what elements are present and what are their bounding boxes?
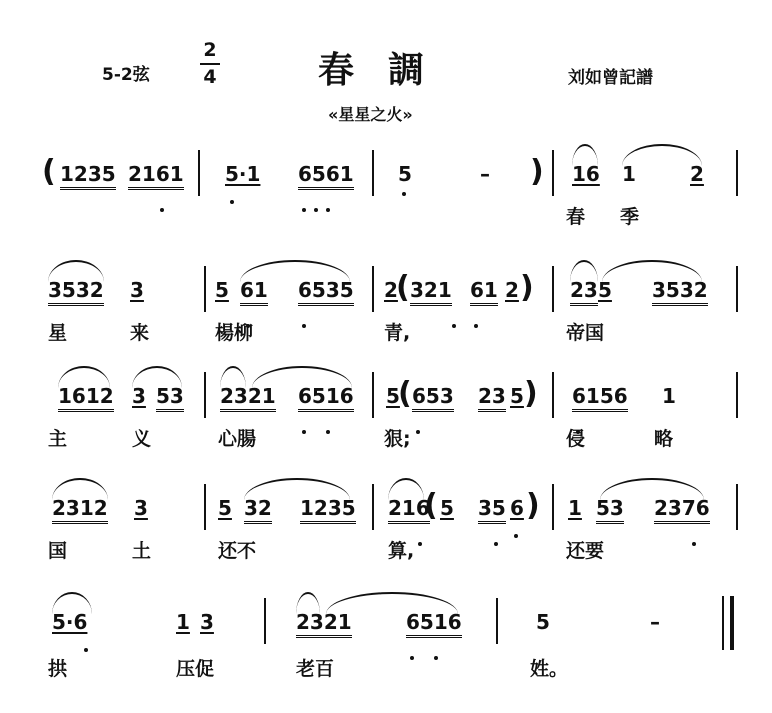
note: 1 [662,384,676,408]
final-barline [730,596,734,650]
note-group: 3532 [652,278,708,306]
note: 1 [622,162,636,186]
low-octave-dot [410,656,414,660]
barline [552,266,554,312]
low-octave-dot [474,324,478,328]
low-octave-dot [452,324,456,328]
low-octave-dot [302,324,306,328]
note-group: 6516 [298,384,354,412]
note-group: 1 [176,610,190,634]
lyric: 老百 [296,658,335,680]
lyric: 压促 [176,658,215,680]
note: 5 [218,496,232,520]
close-paren: ) [520,270,534,305]
note: 5 [510,384,524,408]
barline [372,372,374,418]
lyric: 季 [620,206,640,228]
lyric: 心腸 [218,428,257,450]
transcriber-credit: 刘如曾記譜 [568,68,653,88]
barline [736,150,738,196]
note-group: 16 [572,162,600,186]
time-signature-bottom: 4 [203,66,217,88]
lyric: 主 [48,428,68,450]
lyric: 还不 [218,540,257,562]
low-octave-dot [326,430,330,434]
barline [372,266,374,312]
note: 5 [386,384,400,408]
barline [736,372,738,418]
note: 5 [215,278,229,302]
note: 2 [690,162,704,186]
dash: – [480,162,490,186]
barline [204,484,206,530]
low-octave-dot [302,208,306,212]
lyric: 狠; [384,428,411,450]
note-group: 1612 [58,384,114,412]
note: 5 [598,278,612,302]
lyric: 义 [132,428,152,450]
barline [552,150,554,196]
note-group: 23 [478,384,506,412]
note-group: 2321 [220,384,276,412]
note: 6 [510,496,524,520]
barline [264,598,266,644]
note: 1 [568,496,582,520]
barline [722,596,724,650]
note: 3 [132,384,146,408]
barline [736,266,738,312]
low-octave-dot [160,208,164,212]
time-signature-divider [200,63,220,65]
note-group: 32 [244,496,272,524]
note: 5 [536,610,550,634]
lyric: 算, [388,540,415,562]
note-group: 2376 [654,496,710,524]
note-group: 6535 [298,278,354,306]
close-paren: ) [530,154,544,189]
lyric: 青, [384,322,411,344]
note-group: 2312 [52,496,108,524]
note-group: 321 [410,278,452,306]
lyric: 星 [48,322,68,344]
time-signature [200,40,220,88]
note-group: 53 [596,496,624,524]
lyric: 姓。 [530,658,569,680]
note: 5 [398,162,412,186]
barline [552,372,554,418]
lyric: 拱 [48,658,68,680]
note: 5 [440,496,454,520]
open-paren: ( [42,154,56,189]
score-row-4 [0,474,772,584]
score-row-3 [0,362,772,472]
note-group: 216 [388,496,430,524]
note-group: 61 [240,278,268,306]
low-octave-dot [514,534,518,538]
barline [736,484,738,530]
barline [204,266,206,312]
note: 3 [130,278,144,302]
note: 2 [384,278,398,302]
lyric: 国 [48,540,68,562]
note: 3 [200,610,214,634]
low-octave-dot [230,200,234,204]
low-octave-dot [416,430,420,434]
open-paren: ( [396,270,410,305]
low-octave-dot [84,648,88,652]
note-group: 35 [478,496,506,524]
low-octave-dot [418,542,422,546]
note: 2 [505,278,519,302]
note-group: 2321 [296,610,352,638]
open-paren: ( [398,376,412,411]
note-group: 2161 [128,162,184,190]
low-octave-dot [326,208,330,212]
low-octave-dot [494,542,498,546]
lyric: 侵 [566,428,586,450]
lyric: 略 [654,428,674,450]
source-title: «星星之火» [328,105,413,124]
low-octave-dot [314,208,318,212]
note-group: 5·6 [52,610,88,634]
lyric: 土 [132,540,152,562]
note-group: 53 [156,384,184,412]
barline [372,484,374,530]
lyric: 春 [566,206,586,228]
low-octave-dot [402,192,406,196]
barline [496,598,498,644]
barline [552,484,554,530]
close-paren: ) [524,376,538,411]
score-row-1 [0,140,772,250]
note-group: 1235 [60,162,116,190]
note-group: 61 [470,278,498,306]
barline [204,372,206,418]
dash: – [650,610,660,634]
barline [372,150,374,196]
lyric: 来 [130,322,150,344]
lyric: 帝国 [566,322,605,344]
low-octave-dot [692,542,696,546]
close-paren: ) [526,488,540,523]
low-octave-dot [302,430,306,434]
low-octave-dot [434,656,438,660]
note-group: 6516 [406,610,462,638]
note-group: 3532 [48,278,104,306]
note-group: 5·1 [225,162,261,186]
note-group: 6561 [298,162,354,190]
barline [198,150,200,196]
time-signature-top: 2 [203,39,217,61]
open-paren: ( [424,488,438,523]
key-signature: 5-2弦 [102,65,150,85]
score-title: 春調 [318,49,459,91]
note-group: 1235 [300,496,356,524]
note-group: 653 [412,384,454,412]
lyric: 还要 [566,540,605,562]
lyric: 楊柳 [215,322,254,344]
score-row-5 [0,588,772,698]
note-group: 6156 [572,384,628,412]
score-row-2 [0,256,772,366]
note-group: 23 [570,278,598,306]
note: 3 [134,496,148,520]
